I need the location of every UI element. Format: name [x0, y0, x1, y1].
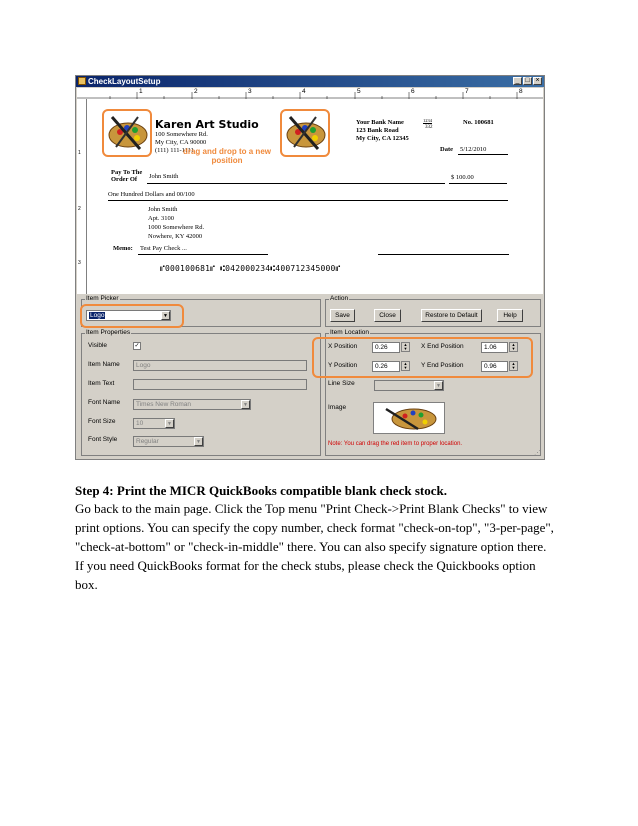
font-size-label: Font Size [88, 418, 116, 425]
x-end-position-input[interactable]: 1.06 [481, 342, 508, 353]
date-label: Date [440, 146, 453, 153]
x-end-position-label: X End Position [421, 343, 464, 350]
date-line [458, 154, 508, 155]
visible-checkbox[interactable]: ✓ [134, 343, 140, 349]
y-end-position-label: Y End Position [421, 362, 464, 369]
close-window-button[interactable]: × [533, 77, 542, 85]
maximize-button[interactable]: □ [523, 77, 532, 85]
recipient-name[interactable]: John Smith [148, 206, 178, 213]
line-size-select[interactable] [374, 380, 444, 391]
font-name-select[interactable] [133, 399, 251, 410]
image-preview[interactable] [373, 402, 445, 434]
restore-default-button[interactable]: Restore to Default [421, 309, 482, 322]
fraction-top[interactable]: 1234 [423, 118, 432, 123]
font-style-select[interactable] [133, 436, 204, 447]
memo-label: Memo: [113, 245, 133, 252]
fraction-bottom[interactable]: 332 [425, 125, 433, 130]
item-picker-selected: Logo [90, 312, 105, 319]
font-style-value: Regular [136, 438, 159, 445]
signature-line[interactable] [378, 254, 509, 255]
drag-hint-annotation: drag and drop to a new position [182, 147, 271, 165]
logo-drag-target[interactable] [280, 109, 330, 157]
resize-grip-icon[interactable]: ⋰ [534, 450, 541, 457]
y-position-spinner[interactable]: ▲ ▼ [401, 361, 410, 371]
ruler-mark-2: 2 [194, 88, 198, 95]
font-name-label: Font Name [88, 399, 121, 406]
font-style-dropdown-icon[interactable]: ▼ [194, 437, 203, 446]
bank-address-2[interactable]: My City, CA 12345 [356, 135, 409, 142]
vruler-mark-2: 2 [78, 206, 81, 212]
payee-line [147, 183, 445, 184]
window-title: CheckLayoutSetup [88, 77, 161, 86]
vertical-ruler [77, 99, 87, 294]
company-name[interactable]: Karen Art Studio [155, 118, 259, 131]
recipient-address-3[interactable]: Nowhere, KY 42000 [148, 233, 203, 240]
payee-name[interactable]: John Smith [149, 173, 179, 180]
bank-name[interactable]: Your Bank Name [356, 119, 404, 126]
recipient-address-2[interactable]: 1000 Somewhere Rd. [148, 224, 205, 231]
font-name-dropdown-icon[interactable]: ▼ [241, 400, 250, 409]
bank-address-1[interactable]: 123 Bank Road [356, 127, 399, 134]
save-button[interactable]: Save [330, 309, 355, 322]
item-picker-select[interactable] [86, 310, 171, 321]
ruler-mark-4: 4 [302, 88, 306, 95]
x-position-input[interactable]: 0.26 [372, 342, 400, 353]
image-label: Image [328, 404, 347, 411]
micr-line[interactable]: ⑈000100681⑈ ⑆042000234⑆400712345000⑈ [160, 264, 341, 273]
item-text-label: Item Text [88, 380, 115, 387]
minimize-button[interactable]: _ [513, 77, 522, 85]
item-location-label: Item Location [330, 329, 370, 336]
x-end-position-spinner[interactable]: ▲ ▼ [509, 342, 518, 352]
item-name-label: Item Name [88, 361, 120, 368]
vruler-mark-3: 3 [78, 260, 81, 266]
font-size-select[interactable] [133, 418, 175, 429]
y-position-input[interactable]: 0.26 [372, 361, 400, 372]
y-position-label: Y Position [328, 362, 358, 369]
pay-to-label-1: Pay To The [111, 169, 143, 176]
check-number[interactable]: No. 100681 [463, 119, 494, 126]
ruler-ticks [77, 88, 543, 99]
ruler-mark-7: 7 [465, 88, 469, 95]
company-address-2[interactable]: My City, CA 90000 [155, 139, 207, 146]
amount-in-words[interactable]: One Hundred Dollars and 00/100 [108, 191, 195, 198]
line-size-dropdown-icon[interactable]: ▼ [434, 381, 443, 390]
x-position-label: X Position [328, 343, 358, 350]
ruler-mark-5: 5 [357, 88, 361, 95]
font-size-dropdown-icon[interactable]: ▼ [165, 419, 174, 428]
palette-image-icon [374, 403, 444, 433]
pay-to-label-2: Order Of [111, 176, 138, 183]
action-label: Action [330, 295, 349, 302]
app-icon [78, 77, 86, 85]
recipient-address-1[interactable]: Apt. 3100 [148, 215, 174, 222]
font-name-value: Times New Roman [136, 401, 192, 408]
step-heading: Step 4: Print the MICR QuickBooks compatible blank check stock. [75, 483, 447, 498]
visible-label: Visible [88, 342, 108, 349]
logo-highlight[interactable] [102, 109, 152, 157]
item-properties-label: Item Properties [86, 329, 131, 336]
palette-logo-copy-icon [282, 111, 328, 155]
company-phone[interactable]: (111) 111-1111 [155, 147, 194, 154]
memo-value[interactable]: Test Pay Check ... [140, 245, 187, 252]
check-preview[interactable] [87, 99, 543, 294]
company-address-1[interactable]: 100 Somewhere Rd. [155, 131, 208, 138]
item-text-field[interactable] [133, 379, 307, 390]
date-value[interactable]: 5/12/2010 [460, 146, 487, 153]
line-size-label: Line Size [328, 380, 355, 387]
ruler-mark-6: 6 [411, 88, 415, 95]
amount-line [449, 183, 507, 184]
palette-logo-icon [104, 111, 150, 155]
location-note: Note: You can drag the red item to proper location. [328, 441, 463, 447]
y-end-position-input[interactable]: 0.96 [481, 361, 508, 372]
y-end-position-spinner[interactable]: ▲ ▼ [509, 361, 518, 371]
ruler-mark-1: 1 [139, 88, 143, 95]
x-position-spinner[interactable]: ▲ ▼ [401, 342, 410, 352]
font-style-label: Font Style [88, 436, 118, 443]
memo-line [138, 254, 268, 255]
item-picker-label: Item Picker [86, 295, 119, 302]
item-name-field[interactable]: Logo [133, 360, 307, 371]
dropdown-arrow-icon[interactable]: ▼ [161, 311, 170, 320]
amount-words-line [108, 200, 508, 201]
check-layout-window [75, 75, 545, 460]
help-button[interactable]: Help [497, 309, 523, 322]
ruler-mark-8: 8 [519, 88, 523, 95]
ruler-mark-3: 3 [248, 88, 252, 95]
vruler-mark-1: 1 [78, 150, 81, 156]
check-amount[interactable]: $ 100.00 [451, 174, 474, 181]
close-button[interactable]: Close [374, 309, 401, 322]
font-size-value: 10 [136, 420, 144, 427]
step-paragraph: Go back to the main page. Click the Top menu "Print Check->Print Blank Checks" to view print options. You can specify the copy number, check format "check-on-top", "3-per-page", "check-at-bottom" or "check-in-middle" there. You can also specify signature option there. If you need QuickBooks format for the check stubs, please check the Quickbooks option box. [75, 501, 554, 592]
